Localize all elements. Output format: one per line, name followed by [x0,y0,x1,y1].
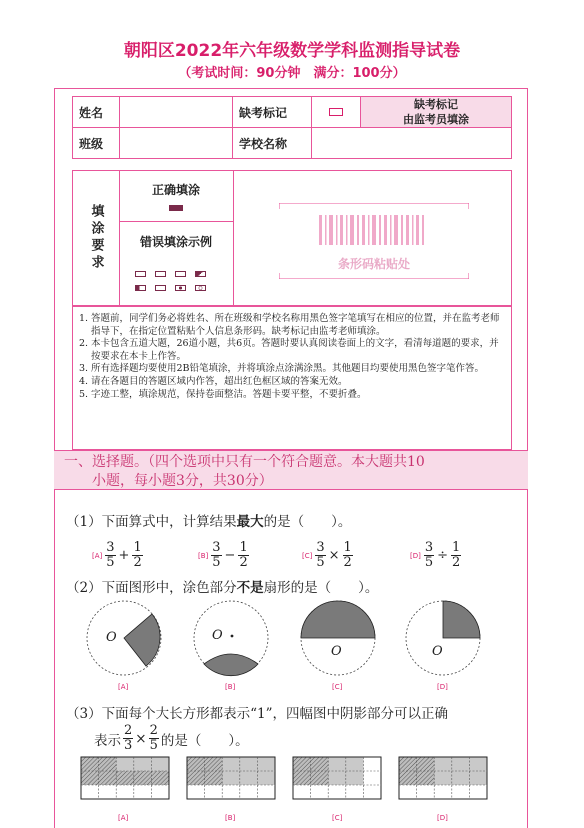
q3-figure-b[interactable] [187,757,275,799]
q3-label-c: [C] [332,814,343,822]
wrong-fill-title: 错误填涂示例 [139,235,212,249]
absent-note-line1: 缺考标记 [414,98,458,111]
wrong-mark-half-icon [195,271,206,277]
q2-label-b: [B] [225,683,236,691]
wrong-mark-check-icon [135,271,146,277]
list-item: 2. 本卡包含五道大题，26道小题，共6页。答题时要认真阅读卷面上的文字，看清每道题的要求，并按要求在本卡上作答。 [79,338,499,362]
list-item: 5. 字迹工整，填涂规范，保持卷面整洁。答题卡要平整，不要折叠。 [79,388,367,400]
fill-requirements-label: 填涂要求 [73,171,120,305]
info-table [72,96,512,159]
q3-label-a: [A] [118,814,129,822]
name-label: 姓名 [73,97,120,128]
question-3-cont: 表示 $\frac{2}{3}$ × $\frac{2}{5}$ 的是（ ）。 [94,723,249,753]
wrong-mark-cross-icon [155,271,166,277]
section-header-line2: 小题，每小题3分，共30分） [92,473,273,489]
q3-figures [80,754,490,810]
school-field[interactable] [312,128,512,159]
q2-figure-a[interactable] [87,601,161,675]
barcode-label: 条形码粘贴处 [337,257,410,271]
absent-mark-box[interactable] [312,97,361,128]
absent-label: 缺考标记 [233,97,312,128]
absent-mark-icon[interactable] [329,108,343,116]
q3-figure-a[interactable] [81,757,169,799]
q2-label-a: [A] [118,683,129,691]
question-1: （1）下面算式中，计算结果最大的是（ ）。 [66,514,352,530]
q2-figure-d[interactable] [406,601,480,675]
divider [119,221,233,222]
wrong-mark-slash-icon [175,271,186,277]
section-header-line1: 一、选择题。（四个选项中只有一个符合题意。本大题共10 [64,454,425,470]
question-3: （3）下面每个大长方形都表示“1”，四幅图中阴影部分可以正确 [66,706,448,722]
correct-fill-mark-icon [169,205,183,211]
absent-note-line2: 由监考员填涂 [403,113,469,126]
q3-label-b: [B] [225,814,236,822]
list-item: 4. 请在各题目的答题区域内作答，超出红色框区域的答案无效。 [79,375,348,387]
q2-figure-c[interactable] [301,601,375,675]
q1-option-d[interactable]: [D] $\frac{3}{5}$ ÷ $\frac{1}{2}$ [410,540,461,570]
class-label: 班级 [73,128,120,159]
list-item: 1. 答题前，同学们务必将姓名、所在班级和学校名称用黑色签字笔填写在相应的位置，并在监考老师指导下，在指定位置粘贴个人信息条形码。缺考标记由监考老师填涂。 [79,313,500,337]
q1-option-b[interactable]: [B] $\frac{3}{5}$ − $\frac{1}{2}$ [198,540,248,570]
q3-figure-d[interactable] [399,757,487,799]
name-field[interactable] [120,97,233,128]
q2-figures [84,600,524,680]
q3-label-d: [D] [437,814,448,822]
emphasis: 不是 [236,580,264,596]
correct-fill-title: 正确填涂 [151,183,200,197]
list-item: 3. 所有选择题均要使用2B铅笔填涂，并将填涂点涂满涂黑。其他题目均要使用黑色签字笔作答。 [79,363,485,375]
center-label: O [106,630,117,645]
wrong-mark-dot-icon [175,285,186,291]
page-subtitle: （考试时间：90分钟 满分：100分） [178,66,406,81]
class-field[interactable] [120,128,233,159]
q3-figure-c[interactable] [293,757,381,799]
wrong-mark-partial-icon [135,285,146,291]
absent-note [361,97,512,128]
question-2: （2）下面图形中，涂色部分不是扇形的是（ ）。 [66,580,379,596]
wrong-mark-empty-icon [155,285,166,291]
emphasis: 最大 [236,514,264,530]
q1-option-a[interactable]: [A] $\frac{3}{5}$ + $\frac{1}{2}$ [92,540,142,570]
center-label: O [432,644,443,659]
fill-examples [119,171,234,305]
section-header [54,450,528,490]
instructions [72,306,512,450]
page-title: 朝阳区2022年六年级数学学科监测指导试卷 [123,41,461,61]
q2-label-d: [D] [437,683,448,691]
barcode-area [279,203,469,279]
fill-area [72,170,512,306]
q2-label-c: [C] [332,683,343,691]
center-label: O [331,644,342,659]
school-label: 学校名称 [233,128,312,159]
q2-figure-b[interactable] [194,601,268,676]
center-label: O [212,628,223,643]
wrong-mark-circle-icon [195,285,206,291]
q1-option-c[interactable]: [C] $\frac{3}{5}$ × $\frac{1}{2}$ [302,540,352,570]
